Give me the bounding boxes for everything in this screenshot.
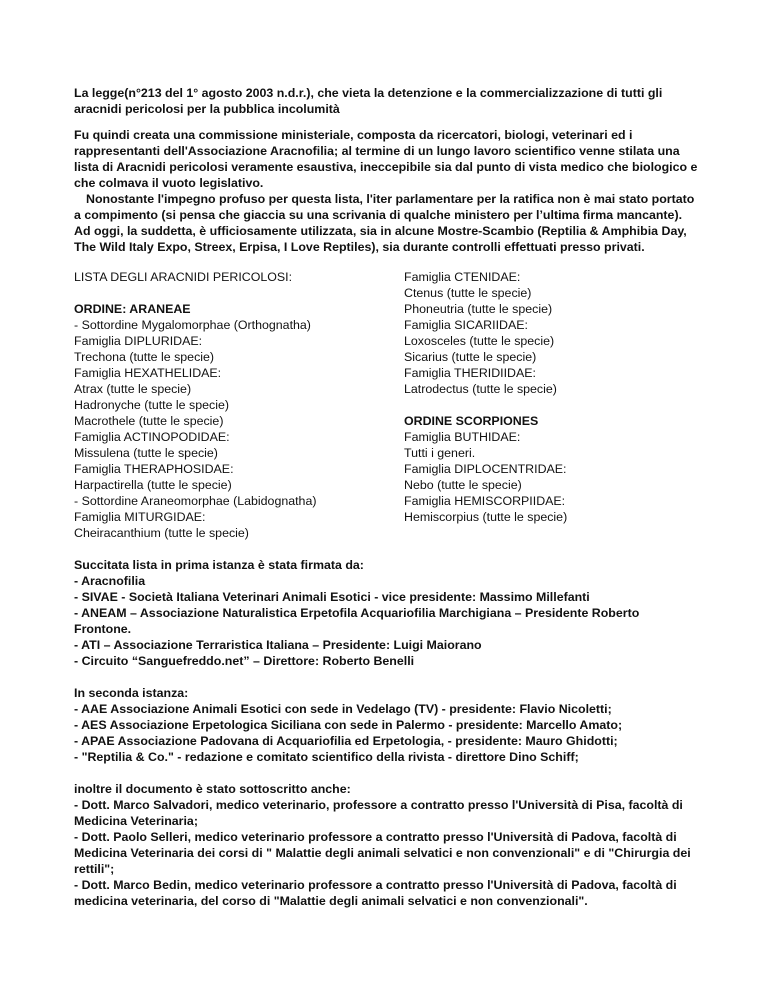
list-item: Ctenus (tutte le specie) — [404, 286, 532, 300]
list-item: Trechona (tutte le specie) — [74, 350, 215, 364]
list-item: Cheiracanthium (tutte le specie) — [74, 526, 249, 540]
second-signatories-heading: In seconda istanza: — [74, 686, 189, 700]
list-item: Famiglia THERIDIIDAE: — [404, 366, 536, 380]
signatory-item: - AES Associazione Erpetologica Siciliana con sede in Palermo - presidente: Marcello Amato; — [74, 718, 623, 732]
list-item: Sicarius (tutte le specie) — [404, 350, 537, 364]
list-item: Loxosceles (tutte le specie) — [404, 334, 555, 348]
signatory-item: - ANEAM – Associazione Naturalistica Erpetofila Acquariofilia Marchigiana – Presidente Roberto Frontone. — [74, 606, 640, 636]
list-item: Famiglia MITURGIDAE: — [74, 510, 206, 524]
order-araneae-title: ORDINE: ARANEAE — [74, 302, 191, 316]
list-item: - Sottordine Araneomorphae (Labidognatha) — [74, 494, 317, 508]
intro-paragraph-2: Nonostante l'impegno profuso per questa lista, l'iter parlamentare per la ratifica non è mai stato portato a compimento (si pensa che giaccia su una scrivania di qualche ministero per l’ultima firma mancante). Ad oggi, la suddetta, è ufficiosamente utilizzata, sia in alcune Mostre-Scambio (Reptilia & Amphibia Day, The Wild Italy Expo, Streex, Erpisa, I Love Reptiles), sia durante controlli effettuati presso privati. — [74, 192, 695, 254]
list-item: Famiglia CTENIDAE: — [404, 270, 521, 284]
document-title: La legge(n°213 del 1° agosto 2003 n.d.r.), che vieta la detenzione e la commercializzazione di tutti gli aracnidi pericolosi per la pubblica incolumità — [74, 86, 663, 116]
list-item: Famiglia BUTHIDAE: — [404, 430, 521, 444]
list-item: Harpactirella (tutte le specie) — [74, 478, 232, 492]
signatory-item: - Circuito “Sanguefreddo.net” – Direttore: Roberto Benelli — [74, 654, 415, 668]
signatory-item: - SIVAE - Società Italiana Veterinari Animali Esotici - vice presidente: Massimo Millefanti — [74, 590, 590, 604]
list-item: Missulena (tutte le specie) — [74, 446, 218, 460]
list-item: Atrax (tutte le specie) — [74, 382, 192, 396]
list-right-column — [404, 269, 674, 541]
araneae-list — [74, 317, 374, 541]
list-item: Famiglia THERAPHOSIDAE: — [74, 462, 234, 476]
signatory-item: - ATI – Associazione Terraristica Italiana – Presidente: Luigi Maiorano — [74, 638, 482, 652]
list-item: Famiglia HEXATHELIDAE: — [74, 366, 222, 380]
list-heading: LISTA DEGLI ARACNIDI PERICOLOSI: — [74, 270, 293, 284]
list-item: - Sottordine Mygalomorphae (Orthognatha) — [74, 318, 311, 332]
list-item: Famiglia ACTINOPODIDAE: — [74, 430, 230, 444]
document-page — [74, 85, 698, 925]
additional-signatories-heading: inoltre il documento è stato sottoscritto anche: — [74, 782, 351, 796]
list-item: Famiglia SICARIIDAE: — [404, 318, 528, 332]
list-left-column — [74, 269, 374, 541]
list-item: Macrothele (tutte le specie) — [74, 414, 224, 428]
signatory-item: - Dott. Marco Bedin, medico veterinario professore a contratto presso l'Università di Padova, facoltà di medicina veterinaria, del corso di "Malattie degli animali selvatici e non convenzionali". — [74, 878, 677, 908]
second-signatories — [74, 685, 698, 765]
list-item: Tutti i generi. — [404, 446, 476, 460]
signatory-item: - AAE Associazione Animali Esotici con sede in Vedelago (TV) - presidente: Flavio Nicoletti; — [74, 702, 612, 716]
first-signatories-heading: Succitata lista in prima istanza è stata firmata da: — [74, 558, 364, 572]
list-item: Nebo (tutte le specie) — [404, 478, 522, 492]
list-item: Phoneutria (tutte le specie) — [404, 302, 553, 316]
signatory-item: - APAE Associazione Padovana di Acquariofilia ed Erpetologia, - presidente: Mauro Ghidotti; — [74, 734, 618, 748]
first-signatories — [74, 557, 698, 669]
order-scorpiones-title: ORDINE SCORPIONES — [404, 414, 539, 428]
signatory-item: - Dott. Marco Salvadori, medico veterinario, professore a contratto presso l'Università di Pisa, facoltà di Medicina Veterinaria; — [74, 798, 683, 828]
list-item: Famiglia DIPLOCENTRIDAE: — [404, 462, 567, 476]
list-item: Famiglia HEMISCORPIIDAE: — [404, 494, 566, 508]
signatory-item: - Dott. Paolo Selleri, medico veterinario professore a contratto presso l'Università di Padova, facoltà di Medicina Veterinaria dei corsi di " Malattie degli animali selvatici e non convenzionali" e di "Chirurgia dei rettili"; — [74, 830, 691, 876]
additional-signatories — [74, 781, 698, 909]
list-item: Hadronyche (tutte le specie) — [74, 398, 229, 412]
list-item: Famiglia DIPLURIDAE: — [74, 334, 203, 348]
araneae-list-continued — [404, 269, 674, 397]
arachnid-list — [74, 269, 698, 541]
list-item: Hemiscorpius (tutte le specie) — [404, 510, 568, 524]
signatory-item: - Aracnofilia — [74, 574, 146, 588]
intro-paragraph-1: Fu quindi creata una commissione ministeriale, composta da ricercatori, biologi, veterinari ed i rappresentanti dell'Associazione Aracnofilia; al termine di un lungo lavoro scientifico venne stilata una lista di Aracnidi pericolosi veramente esaustiva, ineccepibile sia dal punto di vista medico che biologico e che colmava il vuoto legislativo. — [74, 128, 698, 190]
signatory-item: - "Reptilia & Co." - redazione e comitato scientifico della rivista - direttore Dino Schiff; — [74, 750, 579, 764]
list-item: Latrodectus (tutte le specie) — [404, 382, 557, 396]
scorpiones-list — [404, 429, 674, 525]
